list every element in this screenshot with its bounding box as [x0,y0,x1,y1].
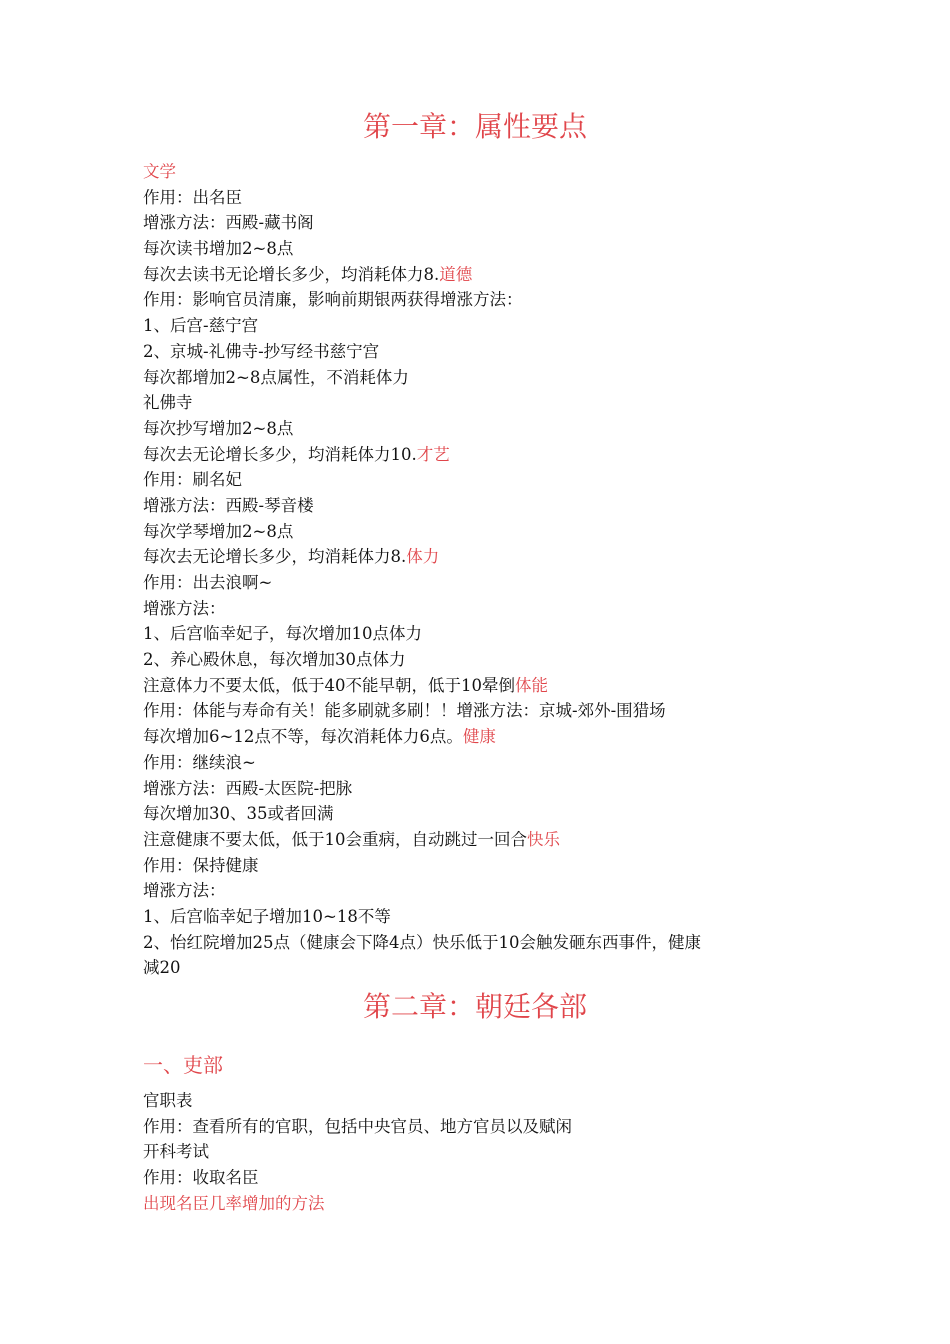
text-span: 每次增加30、35或者回满 [143,804,334,824]
text-span: 礼佛寺 [143,393,193,413]
text-span: 作用：继续浪~ [143,752,256,772]
text-line [143,467,823,493]
text-span: 每次增加6~12点不等，每次消耗体力6点。 [143,727,463,747]
text-span: 1、后宫-慈宁宫 [143,316,259,336]
text-line [143,955,823,981]
text-span: 增涨方法：西殿-琴音楼 [143,495,314,515]
text-line [143,1088,823,1114]
heading-inline: 快乐 [527,829,560,849]
heading-inline: 道德 [439,264,473,284]
text-span: 每次去无论增长多少，均消耗体力10. [143,444,417,464]
text-span: 1、后宫临幸妃子增加10~18不等 [143,906,391,926]
text-line [143,493,823,519]
text-span: 增涨方法： [143,881,226,901]
text-line [143,1139,823,1165]
text-line [143,390,823,416]
text-line [143,185,823,211]
text-span: 每次去读书无论增长多少，均消耗体力8. [143,264,440,284]
text-span: 每次读书增加2~8点 [143,239,294,259]
text-span: 作用：查看所有的官职，包括中央官员、地方官员以及赋闲 [143,1116,572,1136]
text-span: 1、后宫临幸妃子，每次增加10点体力 [143,624,422,644]
text-span: 作用：出名臣 [143,187,242,207]
text-span: 注意健康不要太低，低于10会重病，自动跳过一回合 [143,829,527,849]
text-span: 2、京城-礼佛寺-抄写经书慈宁宫 [143,341,380,361]
text-line [143,313,823,339]
text-line [143,878,823,904]
text-line [143,647,823,673]
text-span: 注意体力不要太低，低于40不能早朝，低于10晕倒 [143,675,515,695]
text-span: 2、怡红院增加25点（健康会下降4点）快乐低于10会触发砸东西事件，健康 [143,932,701,952]
text-line [143,159,823,185]
heading-inline: 体力 [406,547,440,567]
text-line [143,365,823,391]
text-line [143,621,823,647]
text-line [143,596,823,622]
text-line [143,544,823,570]
text-line [143,904,823,930]
text-line [143,750,823,776]
chapter2-title: 第二章：朝廷各部 [362,990,587,1023]
text-span: 每次学琴增加2~8点 [143,521,294,541]
text-line [143,519,823,545]
text-span: 作用：影响官员清廉，影响前期银两获得增涨方法： [143,290,523,310]
text-span: 2、养心殿休息，每次增加30点体力 [143,650,406,670]
text-span: 减20 [143,958,181,978]
text-span: 作用：保持健康 [143,855,259,875]
text-line [143,287,823,313]
text-span: 官职表 [143,1091,193,1110]
text-span: 作用：刷名妃 [143,470,242,490]
text-span: 作用：体能与寿命有关！能多刷就多刷！！增涨方法：京城-郊外-围猎场 [143,701,666,721]
text-span: 增涨方法： [143,598,226,618]
text-span: 增涨方法：西殿-太医院-把脉 [143,778,353,798]
text-line [143,262,823,288]
text-span: 每次抄写增加2~8点 [143,418,294,438]
text-line [143,673,823,699]
text-line [143,776,823,802]
heading-inline: 体能 [515,675,548,695]
chapter1-title: 第一章：属性要点 [362,110,587,143]
text-span: 作用：出去浪啊~ [143,573,273,592]
text-line [143,801,823,827]
text-span: 开科考试 [143,1142,209,1162]
text-line [143,1114,823,1140]
heading-inline: 才艺 [416,444,450,464]
heading-inline: 文学 [143,162,176,181]
text-line [143,236,823,262]
chapter2-body [143,1088,823,1216]
chapter1-body [143,159,823,981]
text-span: 每次都增加2~8点属性，不消耗体力 [143,367,409,387]
text-line [143,724,823,750]
text-line [143,698,823,724]
text-line [143,570,823,596]
text-line [143,442,823,468]
text-line [143,827,823,853]
text-line [143,853,823,879]
text-span: 增涨方法：西殿-藏书阁 [143,213,314,233]
text-span: 作用：收取名臣 [143,1168,259,1188]
text-line [143,1191,823,1217]
heading-inline: 出现名臣几率增加的方法 [143,1193,325,1213]
text-span: 每次去无论增长多少，均消耗体力8. [143,547,407,567]
text-line [143,930,823,956]
text-line [143,1165,823,1191]
heading-inline: 健康 [462,727,496,747]
text-line [143,416,823,442]
text-line [143,339,823,365]
text-line [143,210,823,236]
section-heading-libu: 一、吏部 [143,1053,223,1077]
